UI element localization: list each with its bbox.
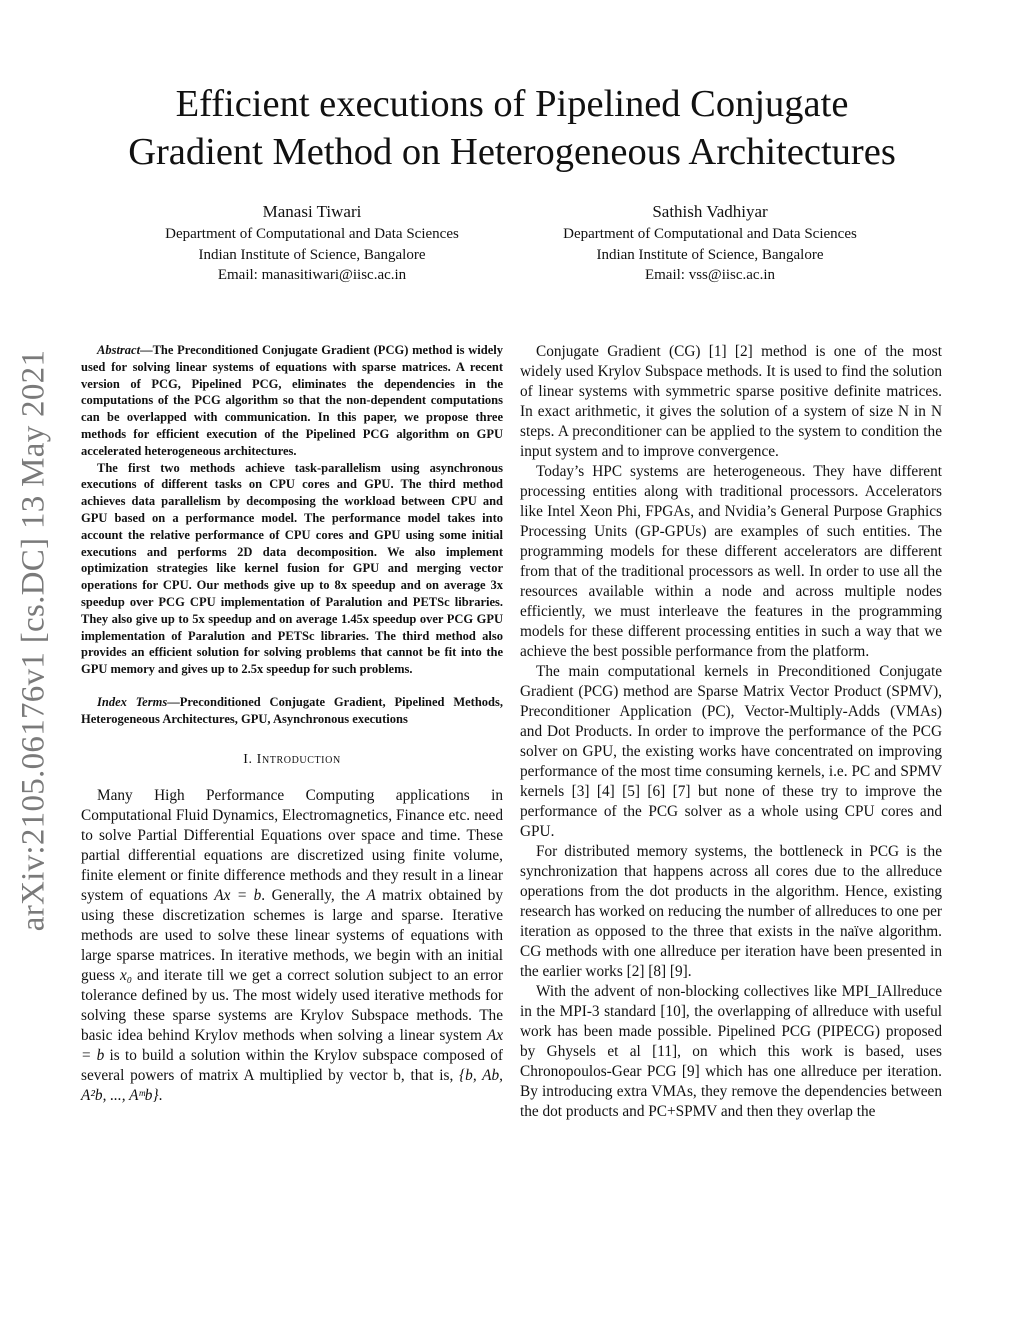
text-run: Many High Performance Computing applications in Computational Fluid Dynamics, Electromagnetics, Finance etc. need to solve Partial Differential Equations over space and time. These partial differential equations are discretized using finite volume, finite element or finite difference methods and they result in a linear system of equations: [81, 786, 503, 904]
equation: Ax = b: [214, 886, 262, 904]
title-line-2: Gradient Method on Heterogeneous Architectures: [128, 131, 896, 173]
arxiv-identifier: [6, 340, 62, 940]
index-terms-label: Index Terms: [97, 694, 168, 709]
author-email: Email: vss@iisc.ac.in: [644, 267, 776, 283]
author-department: Department of Computational and Data Sciences: [563, 226, 857, 242]
math-variable: A: [366, 886, 376, 904]
author-block: [112, 201, 512, 286]
author-name: Sathish Vadhiyar: [652, 202, 768, 221]
krylov-set: {b, Ab, A²b, ..., Aᵐb}: [81, 1066, 503, 1104]
text-run: is to build a solution within the Krylov subspace composed of several powers of matrix A multiplied by vector b, that is,: [81, 1046, 503, 1084]
body-paragraph: [81, 786, 503, 1106]
text-run: .: [158, 1086, 163, 1104]
title-line-1: Efficient executions of Pipelined Conjugate: [175, 83, 849, 125]
body-paragraph: Today’s HPC systems are heterogeneous. They have different processing entities along with traditional processors. Accelerators like Intel Xeon Phi, FPGAs, and Nvidia’s General Purpose Graphics Processing Units (GP-GPUs) are examples of such entities. The programming models for these different accelerators are different from that of the traditional processors as well. In order to use all the resources available within a node and across multiple nodes efficiently, we must interleave the features in the programming models for these different processing entities in such a way that we achieve the best possible performance from the platform.: [520, 463, 942, 660]
author-email: Email: manasitiwari@iisc.ac.in: [217, 267, 407, 283]
abstract-label: Abstract: [97, 343, 141, 357]
arxiv-identifier-text: arXiv:2105.06176v1 [cs.DC] 13 May 2021: [15, 349, 52, 931]
author-department: Department of Computational and Data Sciences: [165, 226, 459, 242]
index-terms-text: —Preconditioned Conjugate Gradient, Pipelined Methods, Heterogeneous Architectures, GPU, Asynchronous executions: [81, 694, 503, 726]
text-run: matrix obtained by using these discretization schemes is large and sparse. Iterative methods are used to solve these linear systems of equations with large sparse matrices. In iterative methods, we begin with an initial guess: [81, 886, 503, 984]
author-institute: Indian Institute of Science, Bangalore: [198, 246, 426, 263]
abstract-text: —The Preconditioned Conjugate Gradient (PCG) method is widely used for solving linear systems of equations with sparse matrices. A recent version of PCG, Pipelined PCG, eliminates the dependencies in the computations of the PCG algorithm so that the non-dependent computations can be overlapped with communication. In this paper, we propose three methods for efficient execution of the Pipelined PCG algorithm on GPU accelerated heterogeneous architectures.: [81, 343, 503, 458]
body-paragraph: With the advent of non-blocking collectives like MPI_IAllreduce in the MPI-3 standard [10], the overlapping of allreduce with useful work has been made possible. Pipelined PCG (PIPECG) proposed by Ghysels et al [11], on which this work is based, uses Chronopoulos-Gear PCG [9] which has one allreduce per iteration. By introducing extra VMAs, they remove the dependencies between the dot products and PC+SPMV and then they overlap the: [520, 983, 942, 1120]
abstract: [81, 342, 503, 678]
abstract-paragraph: [81, 342, 503, 460]
abstract-paragraph: The first two methods achieve task-parallelism using asynchronous executions of different tasks on CPU cores and GPU. The third method achieves data parallelism by decomposing the workload between CPU and GPU based on a performance model. The performance model takes into account the relative performance of CPU cores and GPU using some initial executions and performs 2D data decomposition. We also implement optimization strategies like kernel fusion for GPU and merging vector operations for CPU. Our methods give up to 8x speedup and on average 3x speedup over PCG CPU implementation of Paralution and PETSc libraries. They also give up to 5x speedup and on average 1.45x speedup over PCG GPU implementation of Paralution and PETSc libraries. The third method also provides an efficient solution for solving problems that cannot be fit into the GPU memory and gives up to 2.5x speedup for such problems.: [81, 460, 503, 677]
section-heading: I. Introduction: [243, 751, 341, 767]
body-paragraph: Conjugate Gradient (CG) [1] [2] method is one of the most widely used Krylov Subspace methods. It is used to find the solution of linear systems with symmetric sparse positive definite matrices. In exact arithmetic, it gives the solution of a system of size N in N steps. A preconditioner can be applied to the system to condition the input system and to improve convergence.: [520, 343, 942, 460]
author-name: Manasi Tiwari: [262, 202, 362, 221]
author-block: [510, 201, 910, 286]
text-run: . Generally, the: [261, 886, 367, 904]
text-run: and iterate till we get a correct solution subject to an error tolerance defined by us. The most widely used iterative methods for solving these sparse systems are Krylov Subspace methods. The basic idea behind Krylov methods when solving a linear system: [81, 966, 503, 1044]
left-column: [81, 342, 503, 1106]
equation: Ax = b: [81, 1026, 503, 1064]
index-terms: [81, 694, 503, 728]
paper-title: [60, 80, 964, 176]
body-paragraph: The main computational kernels in Preconditioned Conjugate Gradient (PCG) method are Sparse Matrix Vector Product (SPMV), Preconditioner Application (PC), Vector-Multiply-Adds (VMAs) and Dot Products. In order to improve the performance of the PCG solver on GPU, the existing works have concentrated on improving performance of the most time consuming kernels, i.e. PC and SPMV kernels [3] [4] [5] [6] [7] but none of these try to improve the performance of the PCG solver as a whole using CPU cores and GPU.: [520, 663, 942, 840]
right-column: [520, 342, 942, 1122]
math-variable: x₀: [119, 966, 133, 984]
body-paragraph: For distributed memory systems, the bottleneck in PCG is the synchronization that happens across all cores due to the allreduce operations from the dot products in the algorithm. Hence, existing research has worked on reducing the number of allreduces to one per iteration as opposed to the three that exists in the naïve algorithm. CG methods with one allreduce per iteration have been presented in the earlier works [2] [8] [9].: [520, 843, 942, 980]
author-institute: Indian Institute of Science, Bangalore: [596, 246, 824, 263]
